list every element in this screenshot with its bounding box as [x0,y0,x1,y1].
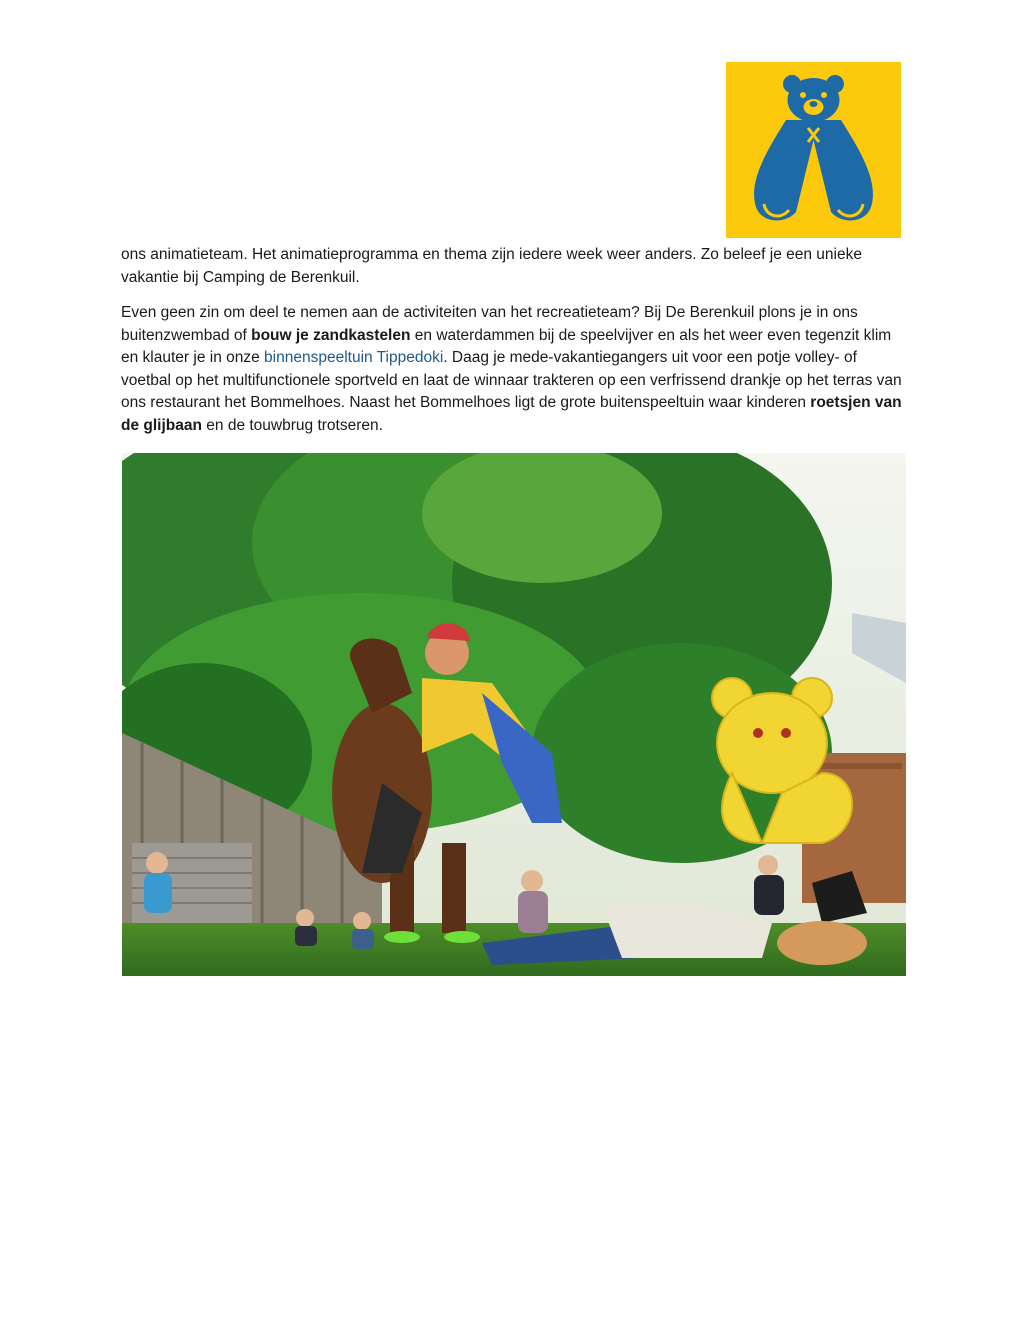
activities-text-2: en waterdammen bij de speelvijver en als het weer even tegenzit klim en klauter je in onze [121,326,892,366]
activities-paragraph [121,302,906,437]
activities-text-1: Even geen zin om deel te nemen aan de activiteiten van het recreatieteam? Bij De Berenkuil plons je in ons buitenzwembad of [121,304,858,344]
slide-highlight: roetsjen van de glijbaan [121,394,902,434]
outdoor-show-image [122,453,906,976]
intro-paragraph [121,244,906,289]
activities-text-3: . Daag je mede-vakantiegangers uit voor een potje volley- of voetbal op het multifunctionele sportveld en laat de winnaar trakteren op een verfrissend drankje op het terras van ons restaurant het Bommelhoes. Naast het Bommelhoes ligt de grote buitenspeeltuin waar kinderen [121,349,902,411]
bear-tent-icon [726,62,901,238]
intro-text: ons animatieteam. Het animatieprogramma en thema zijn iedere week weer anders. Zo beleef je een unieke vakantie bij Camping de Berenkuil. [121,246,862,286]
activities-text-4: en de touwbrug trotseren. [201,416,383,434]
tippedoki-link[interactable]: binnenspeeltuin Tippedoki [264,349,444,366]
sandcastle-highlight: bouw je zandkastelen [251,326,411,344]
berenkuil-logo [726,62,901,238]
animation-team-photo [122,453,906,976]
